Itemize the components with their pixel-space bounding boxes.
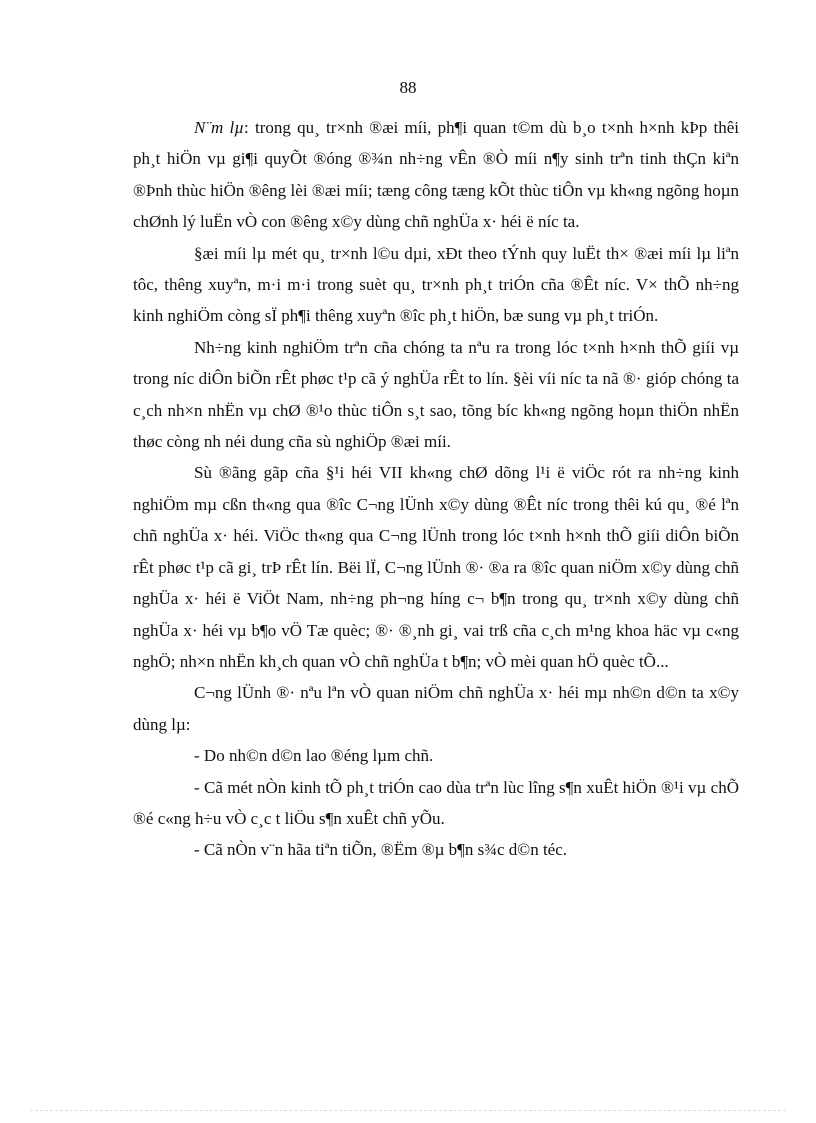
paragraph (133, 112, 739, 238)
paragraph: Nh÷ng kinh nghiÖm trªn cña chóng ta nªu ra trong lóc t×nh h×nh thÕ giíi vµ trong níc diÔn biÕn rÊt phøc t¹p cã ý nghÜa rÊt to lín. §èi víi níc ta nã ®· gióp chóng ta c¸ch nh×n nhËn vµ chØ ®¹o thùc tiÔn s¸t sao, tõng bíc kh«ng ngõng hoµn thiÖn nhËn thøc còng nh néi dung cña sù nghiÖp ®æi míi. (133, 337, 739, 452)
paragraph-lead: N¨m lµ (194, 118, 245, 137)
paragraph: §æi míi lµ mét qu¸ tr×nh l©u dµi, xÐt theo tÝnh quy luËt th× ®æi míi lµ liªn tôc, thêng xuyªn, m·i m·i trong suèt qu¸ tr×nh ph¸t triÓn cña ®Êt níc. V× thÕ nh÷ng kinh nghiÖm còng sÏ ph¶i thêng xuyªn ®îc ph¸t hiÖn, bæ sung vµ ph¸t triÓn. (133, 243, 739, 326)
paragraph: C¬ng lÜnh ®· nªu lªn vÒ quan niÖm chñ nghÜa x· héi mµ nh©n d©n ta x©y dùng lµ: (133, 683, 739, 734)
document-body (133, 112, 739, 866)
paragraph-text: : trong qu¸ tr×nh ®æi míi, ph¶i quan t©m dù b¸o t×nh h×nh kÞp thêi ph¸t hiÖn vµ gi¶i quyÕt ®óng ®¾n nh÷ng vÊn ®Ò míi n¶y sinh trªn tinh thÇn kiªn ®Þnh thùc hiÖn ®êng lèi ®æi míi; tæng công tæng kÕt thùc tiÔn vµ kh«ng ngõng hoµn chØnh lý luËn vÒ con ®êng x©y dùng chñ nghÜa x· héi ë níc ta. (133, 118, 739, 232)
bullet-item: - Cã mét nÒn kinh tÕ ph¸t triÓn cao dùa trªn lùc lîng s¶n xuÊt hiÖn ®¹i vµ chÕ ®é c«ng h÷u vÒ c¸c t liÖu s¶n xuÊt chñ yÕu. (133, 777, 739, 828)
page-bottom-divider (30, 1110, 786, 1111)
bullet-item: - Cã nÒn v¨n hãa tiªn tiÕn, ®Ëm ®µ b¶n s¾c d©n téc. (194, 840, 568, 860)
page-number: 88 (399, 78, 417, 97)
paragraph: Sù ®ãng gãp cña §¹i héi VII kh«ng chØ dõng l¹i ë viÖc rót ra nh÷ng kinh nghiÖm mµ cßn th«ng qua ®îc C¬ng lÜnh x©y dùng ®Êt níc trong thêi kú qu¸ ®é lªn chñ nghÜa x· héi. ViÖc th«ng qua C¬ng lÜnh trong lóc t×nh h×nh thÕ giíi diÔn biÕn rÊt phøc t¹p cã gi¸ trÞ rÊt lín. Bëi lÏ, C¬ng lÜnh ®· ®a ra ®îc quan niÖm x©y dùng chñ nghÜa x· héi ë ViÖt Nam, nh÷ng ph¬ng híng c¬ b¶n trong qu¸ tr×nh x©y dùng chñ nghÜa x· héi vµ b¶o vÖ Tæ quèc; ®· ®¸nh gi¸ vai trß cña c¸ch m¹ng khoa häc vµ c«ng nghÖ; nh×n nhËn kh¸ch quan vÒ chñ nghÜa t b¶n; vÒ mèi quan hÖ quèc tÕ... (133, 463, 739, 671)
bullet-item: - Do nh©n d©n lao ®éng lµm chñ. (194, 746, 434, 766)
